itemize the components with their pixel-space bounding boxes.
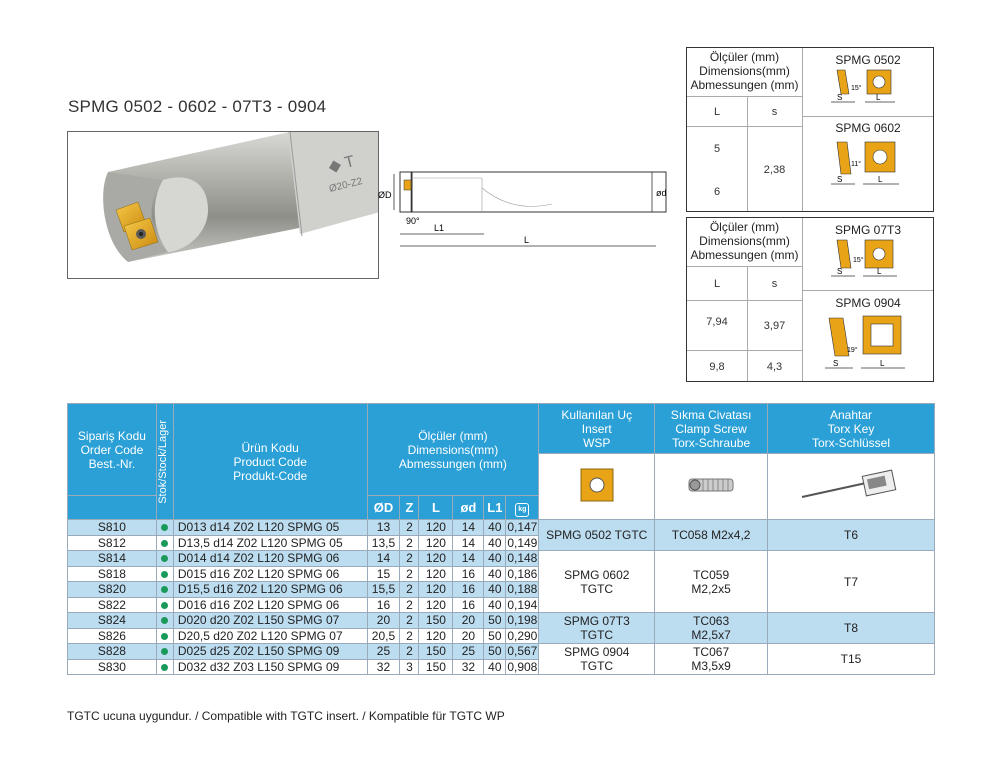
technical-drawing [372,158,672,258]
svg-text:L: L [878,175,883,184]
svg-text:S: S [837,175,843,184]
l-label: L [524,235,530,245]
dimension-box-0502-0602 [686,47,934,212]
insert-0502: SPMG 0502 TGTC [539,520,655,551]
header-dimensions: Ölçüler (mm) Dimensions(mm) Abmessungen (mm) [367,404,539,496]
insert-0904: SPMG 0904 TGTC [539,644,655,675]
insert-diagram-07t3 [827,238,927,288]
insert-diagram-0904 [823,312,927,380]
insert-name-07t3: SPMG 07T3 [834,223,902,237]
header-best-nr-spacer [68,496,157,520]
product-photo [67,131,379,279]
col-l: L [713,106,721,118]
sub-z: Z [400,496,419,520]
angle-label: 90° [406,216,420,226]
stock-dot [161,664,168,671]
sub-l: L [419,496,453,520]
torx-key-icon [796,465,906,505]
header-stock: Stok/Stock/Lager [156,404,173,520]
l1-label: L1 [434,223,445,233]
stock-dot [161,555,168,562]
svg-text:◆ T: ◆ T [326,153,357,176]
dim-header: Ölçüler (mm) Dimensions(mm) Abmessungen (mm) [690,220,799,262]
svg-text:11°: 11° [851,161,862,168]
header-key: Anahtar Torx Key Torx-Schlüssel [768,404,935,454]
product-table [67,403,935,675]
svg-text:L: L [880,359,885,368]
row-l-2: 6 [713,186,721,198]
table-row[interactable]: S830 D032 d32 Z03 L150 SPMG 09 32 3 150 32 40 0,908 [68,659,935,675]
stock-dot [161,617,168,624]
insert-name-0502: SPMG 0502 [835,53,901,67]
table-row[interactable]: S812 D13,5 d14 Z02 L120 SPMG 05 13,5 2 120 14 40 0,149 [68,535,935,551]
od-label: ØD [378,190,392,200]
row-l-2: 9,8 [709,361,725,373]
col-s: s [771,106,778,118]
svg-text:S: S [837,267,843,276]
key-t7: T7 [768,551,935,613]
header-insert: Kullanılan Uç Insert WSP [539,404,655,454]
sub-kg [506,496,539,520]
page-title: SPMG 0502 - 0602 - 07T3 - 0904 [68,97,327,116]
svg-text:15°: 15° [851,85,862,92]
screw-tc067: TC067 M3,5x9 [655,644,768,675]
table-row[interactable]: S810 D013 d14 Z02 L120 SPMG 05 13 2 120 14 40 0,147 SPMG 0502 TGTC TC058 M2x4,2 T6 [68,520,935,536]
table-row[interactable]: S822 D016 d16 Z02 L120 SPMG 06 16 2 120 16 40 0,194 [68,597,935,613]
key-t15: T15 [768,644,935,675]
footnote: TGTC ucuna uygundur. / Compatible with TGTC insert. / Kompatible für TGTC WP [67,709,505,723]
key-t6: T6 [768,520,935,551]
dimension-box-07t3-0904 [686,217,934,382]
header-product-code: Ürün Kodu Product Code Produkt-Code [173,404,367,520]
stock-dot [161,586,168,593]
stock-dot [161,633,168,640]
screw-image-cell [655,454,768,520]
insert-diagram-0502 [827,68,927,114]
key-image-cell [768,454,935,520]
screw-tc063: TC063 M2,5x7 [655,613,768,644]
insert-icon [577,465,617,505]
stock-dot [161,540,168,547]
row-s-2: 4,3 [766,361,783,373]
svg-text:S: S [837,93,843,102]
key-t8: T8 [768,613,935,644]
insert-07t3: SPMG 07T3 TGTC [539,613,655,644]
insert-diagram-0602 [827,138,927,198]
stock-dot [161,571,168,578]
table-row[interactable]: S824 D020 d20 Z02 L150 SPMG 07 20 2 150 20 50 0,198 SPMG 07T3 TGTC TC063 M2,5x7 T8 [68,613,935,629]
svg-text:L: L [877,267,882,276]
row-l-1: 5 [713,143,721,155]
svg-text:L: L [876,93,881,102]
stock-dot [161,648,168,655]
stock-dot [161,602,168,609]
insert-name-0904: SPMG 0904 [835,296,901,310]
table-row[interactable]: S826 D20,5 d20 Z02 L120 SPMG 07 20,5 2 120 20 50 0,290 [68,628,935,644]
header-screw: Sıkma Civatası Clamp Screw Torx-Schraube [655,404,768,454]
header-order-code: Sipariş Kodu Order Code Best.-Nr. [68,404,157,496]
dim-header: Ölçüler (mm) Dimensions(mm) Abmessungen (mm) [690,50,799,92]
table-row[interactable]: S828 D025 d25 Z02 L150 SPMG 09 25 2 150 25 50 0,567 SPMG 0904 TGTC TC067 M3,5x9 T15 [68,644,935,660]
insert-image-cell [539,454,655,520]
boring-bar-image [68,132,379,279]
sub-od: ØD [367,496,400,520]
sub-d: ød [453,496,484,520]
table-row[interactable]: S814 D014 d14 Z02 L120 SPMG 06 14 2 120 14 40 0,148 SPMG 0602 TGTC TC059 M2,2x5 T7 [68,551,935,567]
insert-0602: SPMG 0602 TGTC [539,551,655,613]
svg-text:S: S [833,359,839,368]
screw-tc059: TC059 M2,2x5 [655,551,768,613]
stock-dot [161,524,168,531]
shank-diameter-label: ød [656,188,667,198]
svg-text:Ø20-Z2: Ø20-Z2 [328,176,364,195]
svg-text:19°: 19° [847,347,858,354]
screw-tc058: TC058 M2x4,2 [655,520,768,551]
insert-name-0602: SPMG 0602 [835,121,901,135]
col-l: L [713,278,721,290]
row-s-1: 3,97 [763,320,786,332]
weight-icon: kg [515,503,529,517]
table-row[interactable]: S818 D015 d16 Z02 L120 SPMG 06 15 2 120 16 40 0,186 [68,566,935,582]
table-row[interactable]: S820 D15,5 d16 Z02 L120 SPMG 06 15,5 2 120 16 40 0,188 [68,582,935,598]
svg-text:15°: 15° [853,257,864,264]
row-s-1: 2,38 [763,164,786,176]
col-s: s [771,278,778,290]
sub-l1: L1 [484,496,506,520]
screw-icon [681,470,741,500]
row-l-1: 7,94 [706,316,728,328]
